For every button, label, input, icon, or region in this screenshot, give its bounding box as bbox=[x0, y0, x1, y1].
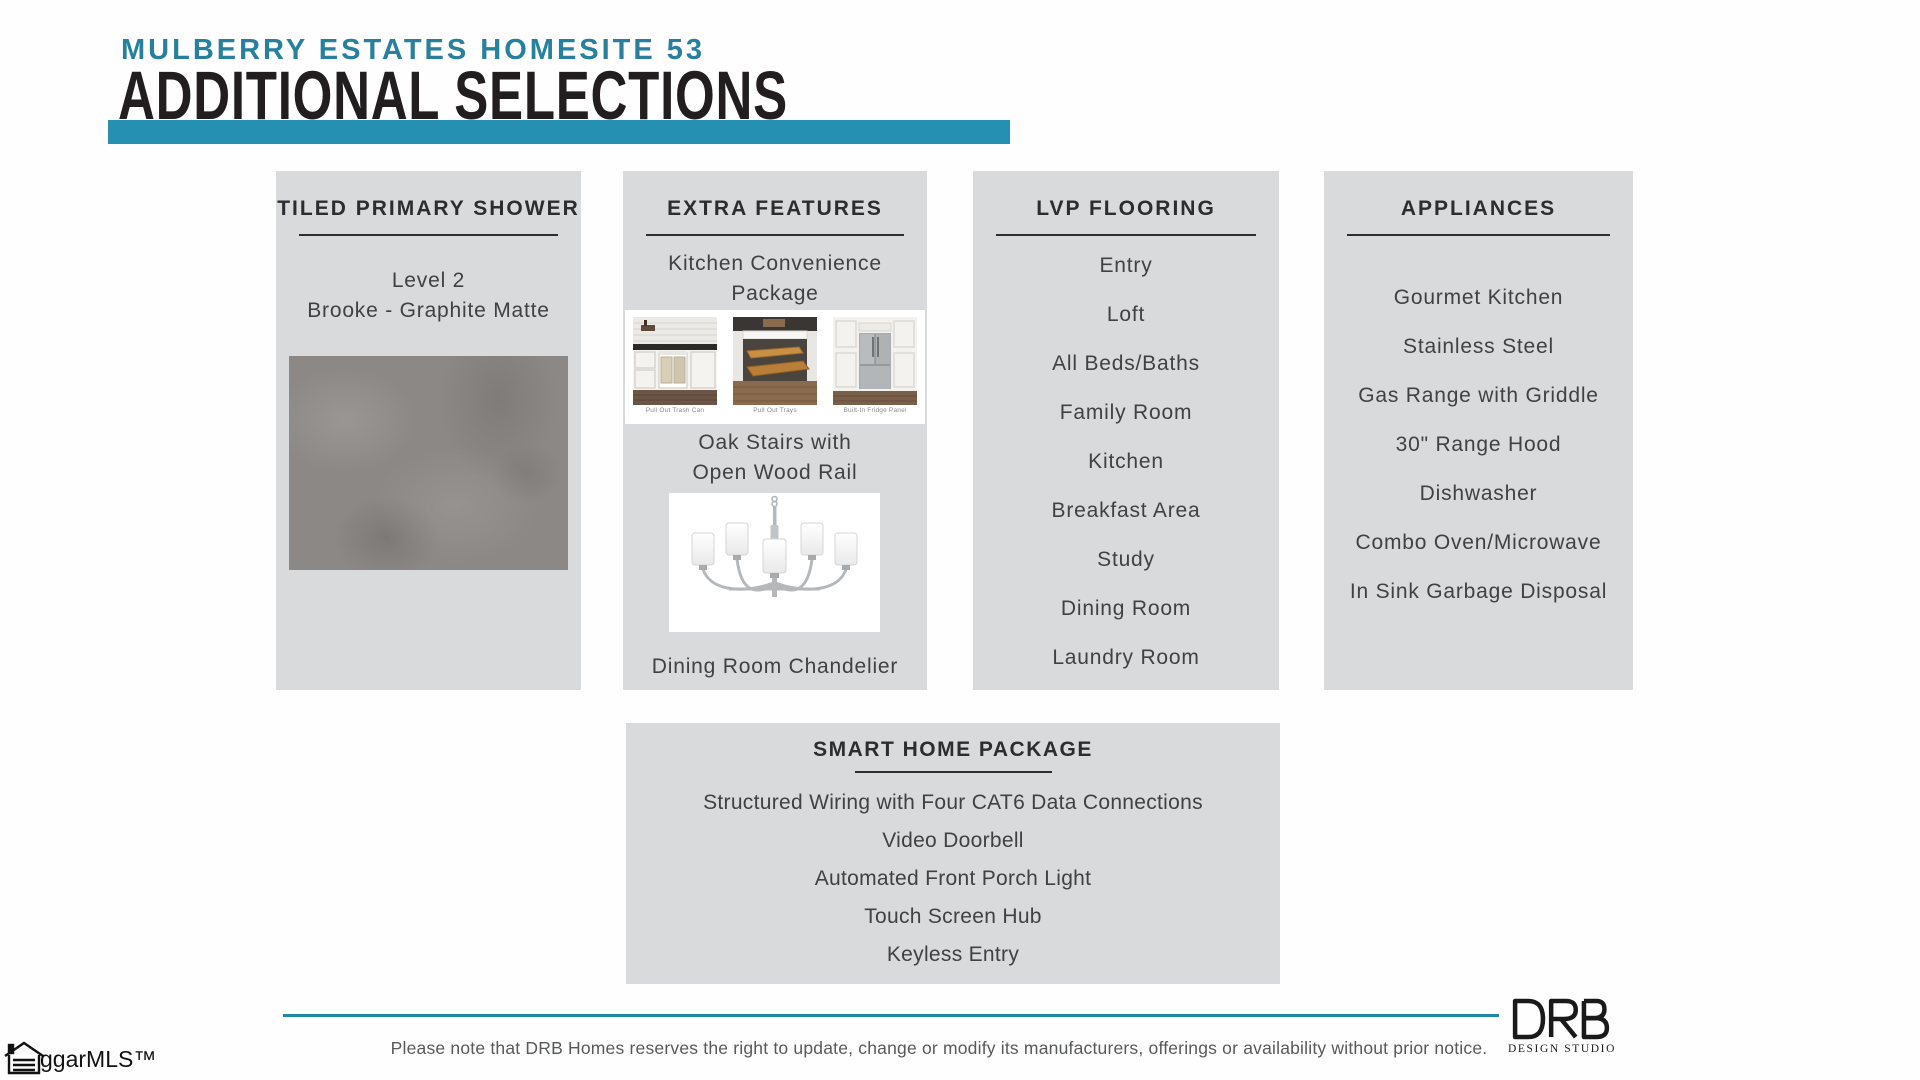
list-item: Family Room bbox=[1059, 400, 1193, 424]
mls-watermark bbox=[3, 1040, 156, 1076]
oak-stairs-line2: Open Wood Rail bbox=[692, 461, 858, 484]
list-item: In Sink Garbage Disposal bbox=[1349, 579, 1608, 603]
list-item: Gas Range with Griddle bbox=[1358, 383, 1599, 407]
list-item: All Beds/Baths bbox=[1052, 351, 1200, 375]
community-subtitle: MULBERRY ESTATES HOMESITE 53 bbox=[121, 34, 706, 66]
mls-house-icon bbox=[3, 1040, 45, 1076]
card-smart-home-package bbox=[626, 723, 1280, 984]
shower-selection: Brooke - Graphite Matte bbox=[307, 299, 550, 322]
list-item: Entry bbox=[1099, 253, 1153, 277]
drb-logo-icon bbox=[1511, 997, 1611, 1041]
list-item: Automated Front Porch Light bbox=[814, 867, 1092, 890]
list-item: Keyless Entry bbox=[886, 943, 1020, 966]
photo-pull-out-trays bbox=[733, 317, 817, 414]
list-item: Kitchen bbox=[1088, 449, 1164, 473]
card-title: EXTRA FEATURES bbox=[667, 197, 883, 220]
list-item: 30" Range Hood bbox=[1395, 432, 1562, 456]
footer-accent-line bbox=[283, 1014, 1499, 1017]
page-title: ADDITIONAL SELECTIONS bbox=[118, 57, 788, 134]
card-lvp-flooring bbox=[973, 171, 1279, 690]
kitchen-package-photos bbox=[625, 310, 925, 424]
card-appliances bbox=[1324, 171, 1633, 690]
list-item: Dining Room bbox=[1060, 596, 1192, 620]
chandelier-label: Dining Room Chandelier bbox=[651, 655, 899, 678]
list-item: Stainless Steel bbox=[1403, 334, 1554, 358]
drb-design-studio-logo bbox=[1508, 997, 1617, 1055]
disclaimer-text: Please note that DRB Homes reserves the right to update, change or modify its manufacturers, offerings or availability without prior notice. bbox=[390, 1038, 1488, 1058]
photo-pull-out-trash bbox=[633, 317, 717, 414]
list-item: Touch Screen Hub bbox=[864, 905, 1042, 928]
list-item: Loft bbox=[1106, 302, 1146, 326]
card-tiled-primary-shower bbox=[276, 171, 581, 690]
built-in-fridge-image bbox=[833, 317, 917, 405]
list-item: Dishwasher bbox=[1419, 481, 1538, 505]
mls-watermark-text: ggarMLS™ bbox=[40, 1046, 157, 1072]
card-extra-features bbox=[623, 171, 927, 690]
divider bbox=[1347, 234, 1610, 236]
card-title: LVP FLOORING bbox=[1036, 197, 1216, 220]
card-title: SMART HOME PACKAGE bbox=[813, 738, 1093, 761]
list-item: Breakfast Area bbox=[1051, 498, 1201, 522]
list-item: Structured Wiring with Four CAT6 Data Connections bbox=[703, 791, 1203, 814]
appliances-list bbox=[1324, 273, 1633, 616]
divider bbox=[299, 234, 558, 236]
oak-stairs-line1: Oak Stairs with bbox=[698, 431, 852, 454]
card-title: APPLIANCES bbox=[1400, 197, 1557, 220]
kitchen-package-line1: Kitchen Convenience bbox=[668, 252, 882, 275]
photo-caption: Built-In Fridge Panel bbox=[843, 407, 907, 414]
divider bbox=[996, 234, 1256, 236]
list-item: Study bbox=[1097, 547, 1155, 571]
shower-level: Level 2 bbox=[391, 269, 466, 292]
photo-caption: Pull Out Trash Can bbox=[645, 407, 705, 414]
list-item: Combo Oven/Microwave bbox=[1355, 530, 1602, 554]
tile-swatch-image bbox=[289, 356, 568, 570]
pull-out-trash-image bbox=[633, 317, 717, 405]
smart-home-list bbox=[626, 784, 1280, 974]
lvp-room-list bbox=[973, 241, 1279, 682]
pull-out-trays-image bbox=[733, 317, 817, 405]
kitchen-package-line2: Package bbox=[731, 282, 819, 305]
card-title: TILED PRIMARY SHOWER bbox=[277, 197, 580, 220]
photo-built-in-fridge bbox=[833, 317, 917, 414]
divider bbox=[855, 771, 1052, 773]
chandelier-image bbox=[669, 493, 880, 632]
list-item: Video Doorbell bbox=[882, 829, 1024, 852]
divider bbox=[646, 234, 904, 236]
list-item: Laundry Room bbox=[1052, 645, 1200, 669]
list-item: Gourmet Kitchen bbox=[1393, 285, 1564, 309]
photo-caption: Pull Out Trays bbox=[753, 407, 797, 414]
drb-logo-subtitle: DESIGN STUDIO bbox=[1508, 1043, 1617, 1055]
